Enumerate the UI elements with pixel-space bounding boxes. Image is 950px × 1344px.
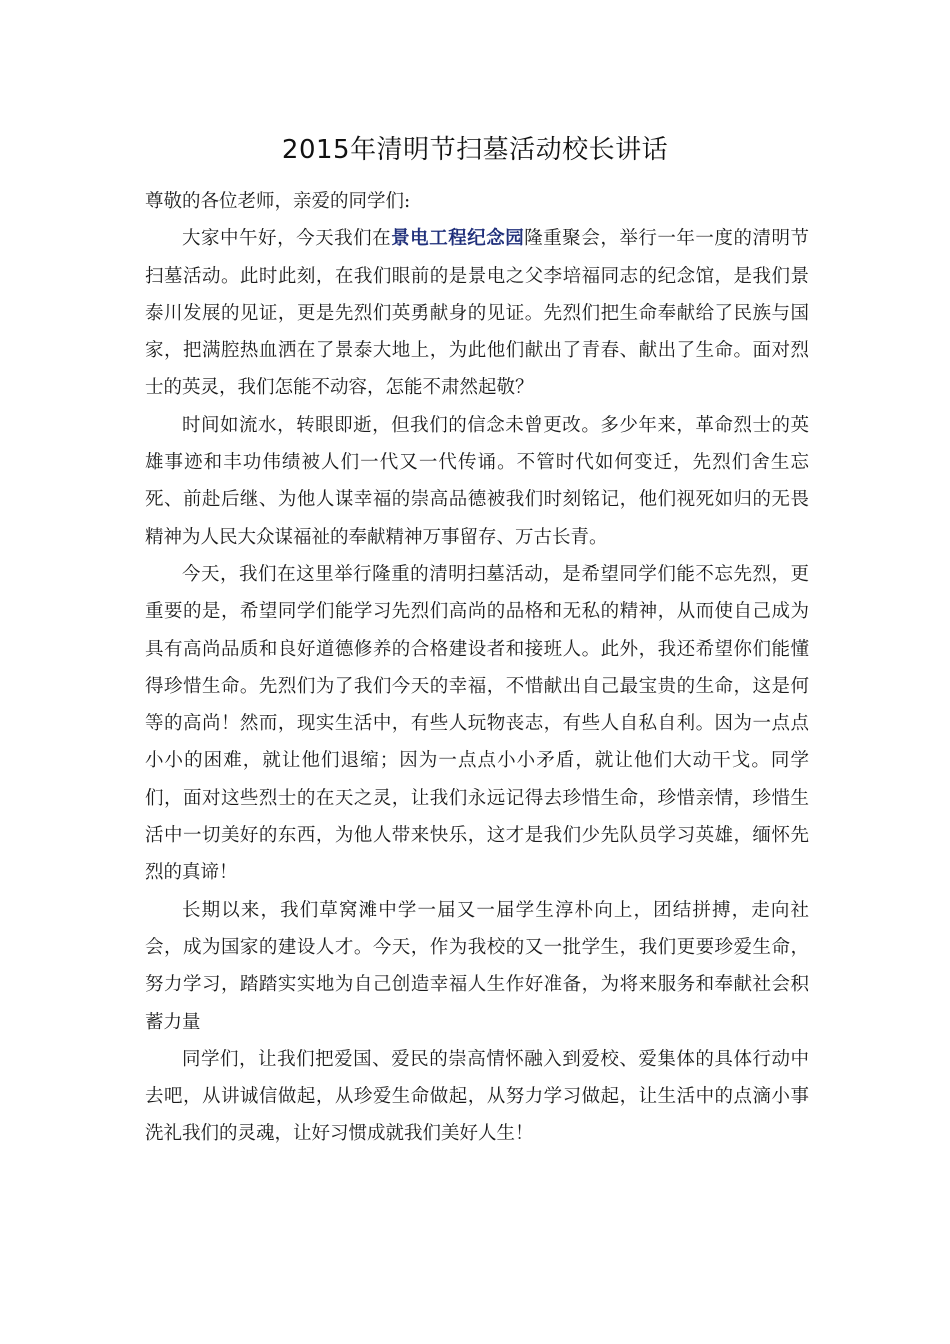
paragraph-4: 长期以来，我们草窝滩中学一届又一届学生淳朴向上，团结拼搏，走向社会，成为国家的建设人才。今天，作为我校的又一批学生，我们更要珍爱生命，努力学习，踏踏实实地为自己创造幸福人生作好准备，为将来服务和奉献社会积蓄力量 [145, 899, 809, 1033]
paragraph-1-after: 隆重聚会，举行一年一度的清明节扫墓活动。此时此刻，在我们眼前的是景电之父李培福同志的纪念馆，是我们景泰川发展的见证，更是先烈们英勇献身的见证。先烈们把生命奉献给了民族与国家，把满腔热血洒在了景泰大地上，为此他们献出了青春、献出了生命。面对烈士的英灵，我们怎能不动容，怎能不肃然起敬？ [145, 228, 809, 399]
salutation: 尊敬的各位老师，亲爱的同学们: [145, 191, 411, 212]
paragraph-1-before: 大家中午好，今天我们在 [182, 228, 392, 250]
paragraph-5: 同学们，让我们把爱国、爱民的崇高情怀融入到爱校、爱集体的具体行动中去吧，从讲诚信做起，从珍爱生命做起，从努力学习做起，让生活中的点滴小事洗礼我们的灵魂，让好习惯成就我们美好人生！ [145, 1048, 809, 1145]
paragraph-1 [145, 220, 809, 406]
document-title: 2015年清明节扫墓活动校长讲话 [281, 135, 669, 165]
paragraph-2: 时间如流水，转眼即逝，但我们的信念未曾更改。多少年来，革命烈士的英雄事迹和丰功伟绩被人们一代又一代传诵。不管时代如何变迁，先烈们舍生忘死、前赴后继、为他人谋幸福的崇高品德被我们时刻铭记，他们视死如归的无畏精神为人民大众谋福祉的奉献精神万事留存、万古长青。 [145, 414, 809, 548]
paragraph-3: 今天，我们在这里举行隆重的清明扫墓活动，是希望同学们能不忘先烈，更重要的是，希望同学们能学习先烈们高尚的品格和无私的精神，从而使自己成为具有高尚品质和良好道德修养的合格建设者和接班人。此外，我还希望你们能懂得珍惜生命。先烈们为了我们今天的幸福，不惜献出自己最宝贵的生命，这是何等的高尚！然而，现实生活中，有些人玩物丧志，有些人自私自利。因为一点点小小的困难，就让他们退缩；因为一点点小小矛盾，就让他们大动干戈。同学们，面对这些烈士的在天之灵，让我们永远记得去珍惜生命，珍惜亲情，珍惜生活中一切美好的东西，为他人带来快乐，这才是我们少先队员学习英雄，缅怀先烈的真谛！ [145, 563, 809, 884]
memorial-park-name: 景电工程纪念园 [391, 228, 525, 250]
document-body [145, 183, 809, 1153]
